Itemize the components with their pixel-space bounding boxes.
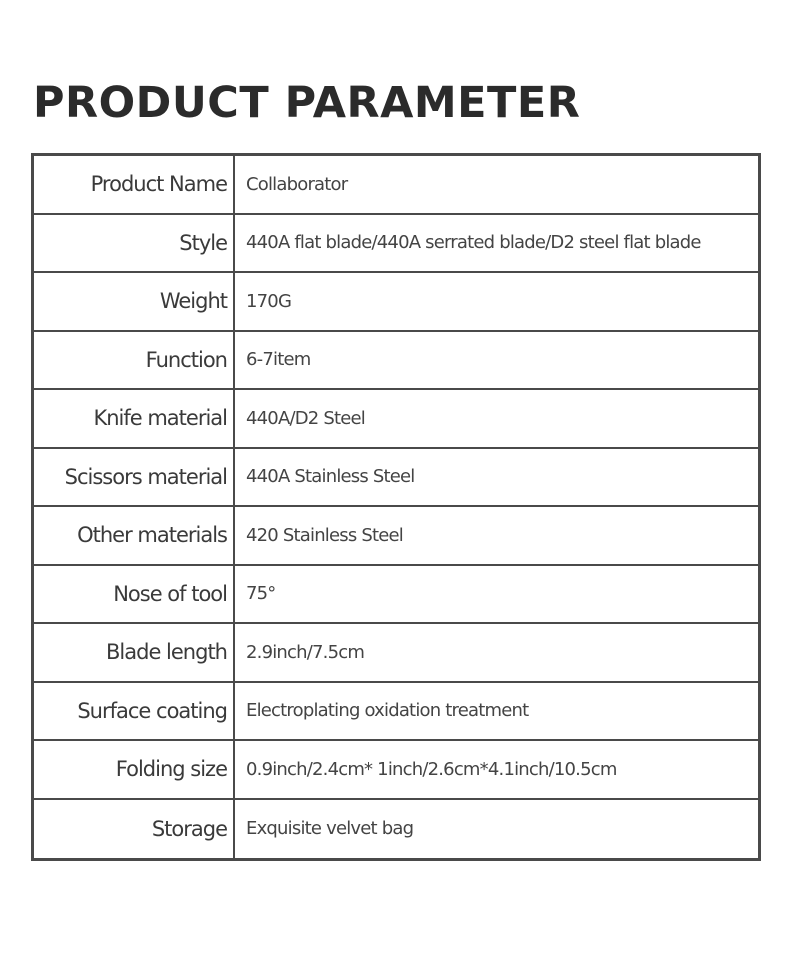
table-row [34, 683, 758, 742]
row-label-function: Function [34, 332, 235, 389]
row-label-style: Style [34, 215, 235, 272]
row-label-weight: Weight [34, 273, 235, 330]
row-value-function: 6-7item [246, 349, 311, 371]
table-row [34, 332, 758, 391]
row-label-storage: Storage [34, 800, 235, 859]
table-row [34, 390, 758, 449]
row-value-other-materials: 420 Stainless Steel [246, 524, 403, 546]
table-row [34, 800, 758, 859]
row-label-knife-material: Knife material [34, 390, 235, 447]
row-value-scissors-material: 440A Stainless Steel [246, 466, 415, 488]
row-value-product-name: Collaborator [246, 173, 348, 195]
row-value-blade-length: 2.9inch/7.5cm [246, 641, 365, 663]
table-row [34, 566, 758, 625]
row-value-folding-size: 0.9inch/2.4cm* 1inch/2.6cm*4.1inch/10.5cm [246, 758, 617, 780]
row-value-surface-coating: Electroplating oxidation treatment [246, 700, 529, 722]
table-row [34, 449, 758, 508]
table-row [34, 215, 758, 274]
row-label-nose-of-tool: Nose of tool [34, 566, 235, 623]
row-label-folding-size: Folding size [34, 741, 235, 798]
row-label-surface-coating: Surface coating [34, 683, 235, 740]
row-value-knife-material: 440A/D2 Steel [246, 407, 366, 429]
row-label-other-materials: Other materials [34, 507, 235, 564]
row-value-storage: Exquisite velvet bag [246, 818, 414, 840]
row-label-blade-length: Blade length [34, 624, 235, 681]
row-label-product-name: Product Name [34, 156, 235, 213]
row-label-scissors-material: Scissors material [34, 449, 235, 506]
table-row [34, 507, 758, 566]
table-row [34, 741, 758, 800]
table-row [34, 273, 758, 332]
row-value-nose-of-tool: 75° [246, 583, 276, 605]
page-title: PRODUCT PARAMETER [33, 78, 581, 128]
row-value-weight: 170G [246, 290, 292, 312]
table-row [34, 624, 758, 683]
parameter-table [31, 153, 761, 861]
row-value-style: 440A flat blade/440A serrated blade/D2 steel flat blade [246, 232, 701, 254]
table-row [34, 156, 758, 215]
